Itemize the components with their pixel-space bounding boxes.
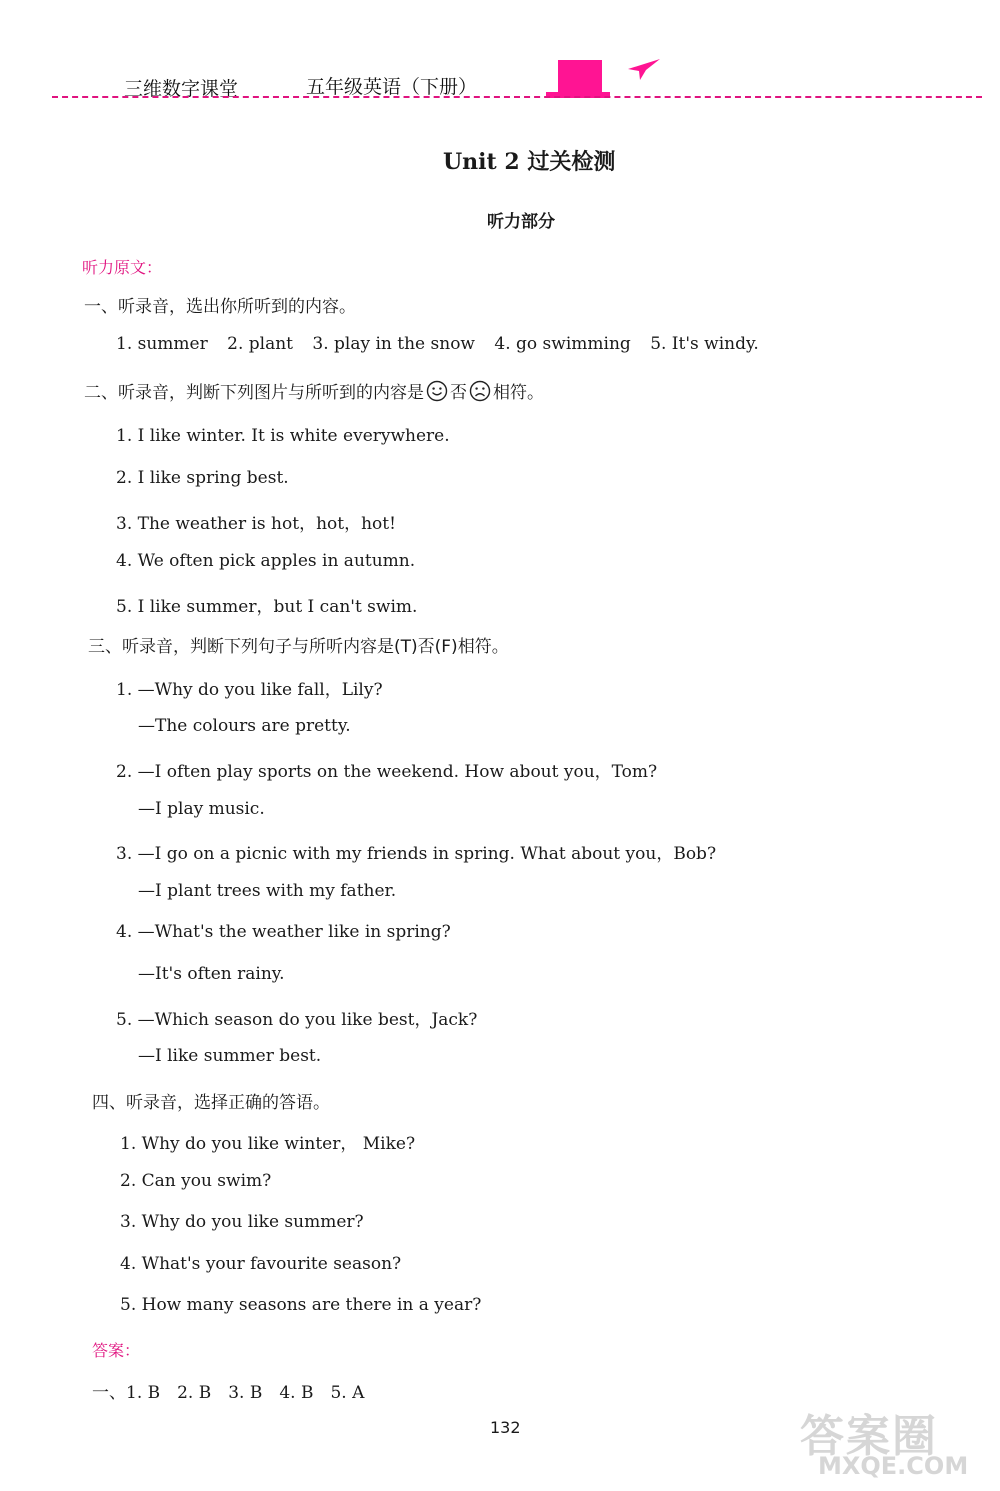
header-book-title: 五年级英语（下册） (306, 76, 478, 98)
paper-plane-icon (626, 56, 662, 82)
list-item: 1. I like winter. It is white everywhere. (116, 426, 450, 446)
dialog-line: 5. —Which season do you like best，Jack? (116, 1010, 478, 1030)
list-item: 5. I like summer，but I can't swim. (116, 597, 418, 617)
list-item: 2. I like spring best. (116, 468, 289, 488)
dialog-line: 1. —Why do you like fall，Lily? (116, 680, 383, 700)
section-1-items (116, 334, 759, 354)
list-item: 2. plant (227, 334, 293, 354)
section-3-heading: 三、听录音，判断下列句子与所听内容是(T)否(F)相符。 (88, 637, 509, 657)
list-item: 4. What's your favourite season? (120, 1254, 402, 1274)
answer-label: 答案： (92, 1341, 141, 1360)
watermark-url: MXQE.COM (818, 1452, 969, 1480)
list-item: 3. Why do you like summer? (120, 1212, 364, 1232)
dialog-line: —I plant trees with my father. (138, 881, 397, 901)
sad-face-icon (469, 380, 491, 402)
header-dashed-rule (52, 96, 982, 98)
list-item: 4. go swimming (494, 334, 631, 354)
list-item: 5. How many seasons are there in a year? (120, 1295, 482, 1315)
list-item: 5. It's windy. (650, 334, 759, 354)
section-subtitle: 听力部分 (487, 212, 555, 232)
page-number: 132 (490, 1418, 521, 1437)
dialog-line: —It's often rainy. (138, 964, 285, 984)
answer-line: 一、1. B 2. B 3. B 4. B 5. A (92, 1383, 365, 1403)
section-2-heading (84, 378, 544, 403)
heading-text: 相符。 (493, 383, 544, 403)
dialog-line: —The colours are pretty. (138, 716, 351, 736)
list-item: 1. Why do you like winter， Mike? (120, 1134, 416, 1154)
dialog-line: 2. —I often play sports on the weekend. How about you，Tom? (116, 762, 658, 782)
section-4-heading: 四、听录音，选择正确的答语。 (92, 1093, 330, 1113)
heading-text: 二、听录音，判断下列图片与所听到的内容是 (84, 383, 424, 403)
section-1-heading: 一、听录音，选出你所听到的内容。 (84, 297, 356, 317)
dialog-line: 3. —I go on a picnic with my friends in spring. What about you，Bob? (116, 844, 717, 864)
smiley-face-icon (426, 380, 448, 402)
list-item: 1. summer (116, 334, 208, 354)
heading-text: 否 (450, 383, 467, 403)
dialog-line: 4. —What's the weather like in spring? (116, 922, 451, 942)
watermark-logo: 答案圈 (800, 1411, 938, 1462)
header-brand: 三维数字课堂 (124, 78, 239, 100)
page-title: Unit 2 过关检测 (443, 149, 616, 175)
transcript-label: 听力原文： (82, 258, 163, 277)
header-decoration-block (558, 60, 602, 94)
list-item: 3. play in the snow (312, 334, 475, 354)
dialog-line: —I play music. (138, 799, 265, 819)
list-item: 4. We often pick apples in autumn. (116, 551, 416, 571)
list-item: 2. Can you swim? (120, 1171, 272, 1191)
dialog-line: —I like summer best. (138, 1046, 322, 1066)
list-item: 3. The weather is hot，hot，hot! (116, 514, 396, 534)
